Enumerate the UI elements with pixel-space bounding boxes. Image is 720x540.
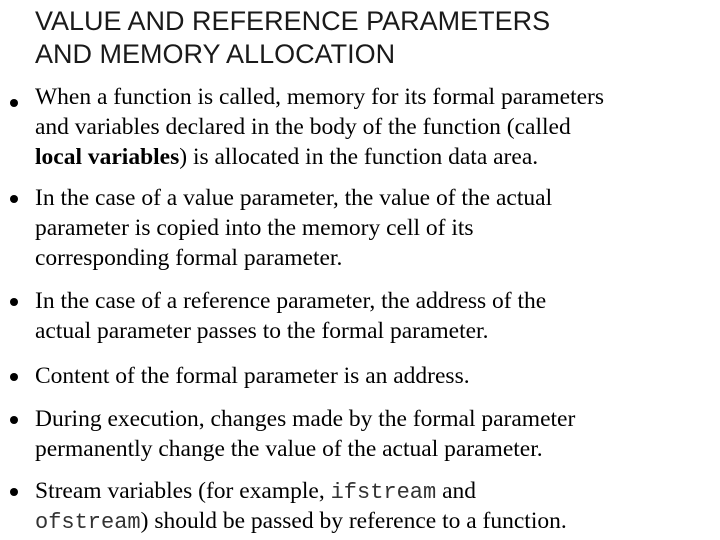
bullet-text-line: actual parameter passes to the formal parameter.	[35, 318, 489, 344]
ifstream-code: ifstream	[330, 480, 437, 505]
bullet-text-line: and variables declared in the body of the function (called	[35, 114, 571, 140]
bullet-dot-icon	[10, 195, 18, 203]
slide-title	[35, 5, 705, 71]
bullet-dot-icon	[10, 373, 18, 381]
bullet-text-line: In the case of a reference parameter, the address of the	[35, 288, 547, 314]
bullet-text-line	[35, 506, 567, 538]
bullet-text-line: permanently change the value of the actual parameter.	[35, 436, 543, 462]
bullet-text-fragment: ) is allocated in the function data area.	[179, 144, 539, 170]
bullet-text-line: Content of the formal parameter is an address.	[35, 363, 470, 389]
bullet-text-line: When a function is called, memory for its formal parameters	[35, 84, 605, 110]
bullet-text-line: During execution, changes made by the formal parameter	[35, 406, 576, 432]
bullet-text-line	[35, 142, 538, 172]
bullet-dot-icon	[10, 488, 18, 496]
bullet-text-line: parameter is copied into the memory cell of its	[35, 215, 474, 241]
bullet-text-fragment: and	[436, 478, 477, 504]
ofstream-code: ofstream	[35, 510, 141, 535]
bullet-dot-icon	[10, 416, 18, 424]
slide-title-line-2: AND MEMORY ALLOCATION	[35, 39, 396, 69]
bullet-text-fragment: Stream variables (for example,	[35, 478, 331, 504]
bullet-text-line: corresponding formal parameter.	[35, 245, 343, 271]
bullet-text-line	[35, 476, 476, 508]
bullet-text-fragment: ) should be passed by reference to a function.	[140, 508, 567, 534]
bullet-dot-icon	[10, 298, 18, 306]
local-variables-term: local variables	[35, 144, 180, 170]
bullet-text-line: In the case of a value parameter, the value of the actual	[35, 185, 553, 211]
slide-title-line-1: VALUE AND REFERENCE PARAMETERS	[35, 6, 551, 36]
bullet-dot-icon	[10, 99, 18, 107]
